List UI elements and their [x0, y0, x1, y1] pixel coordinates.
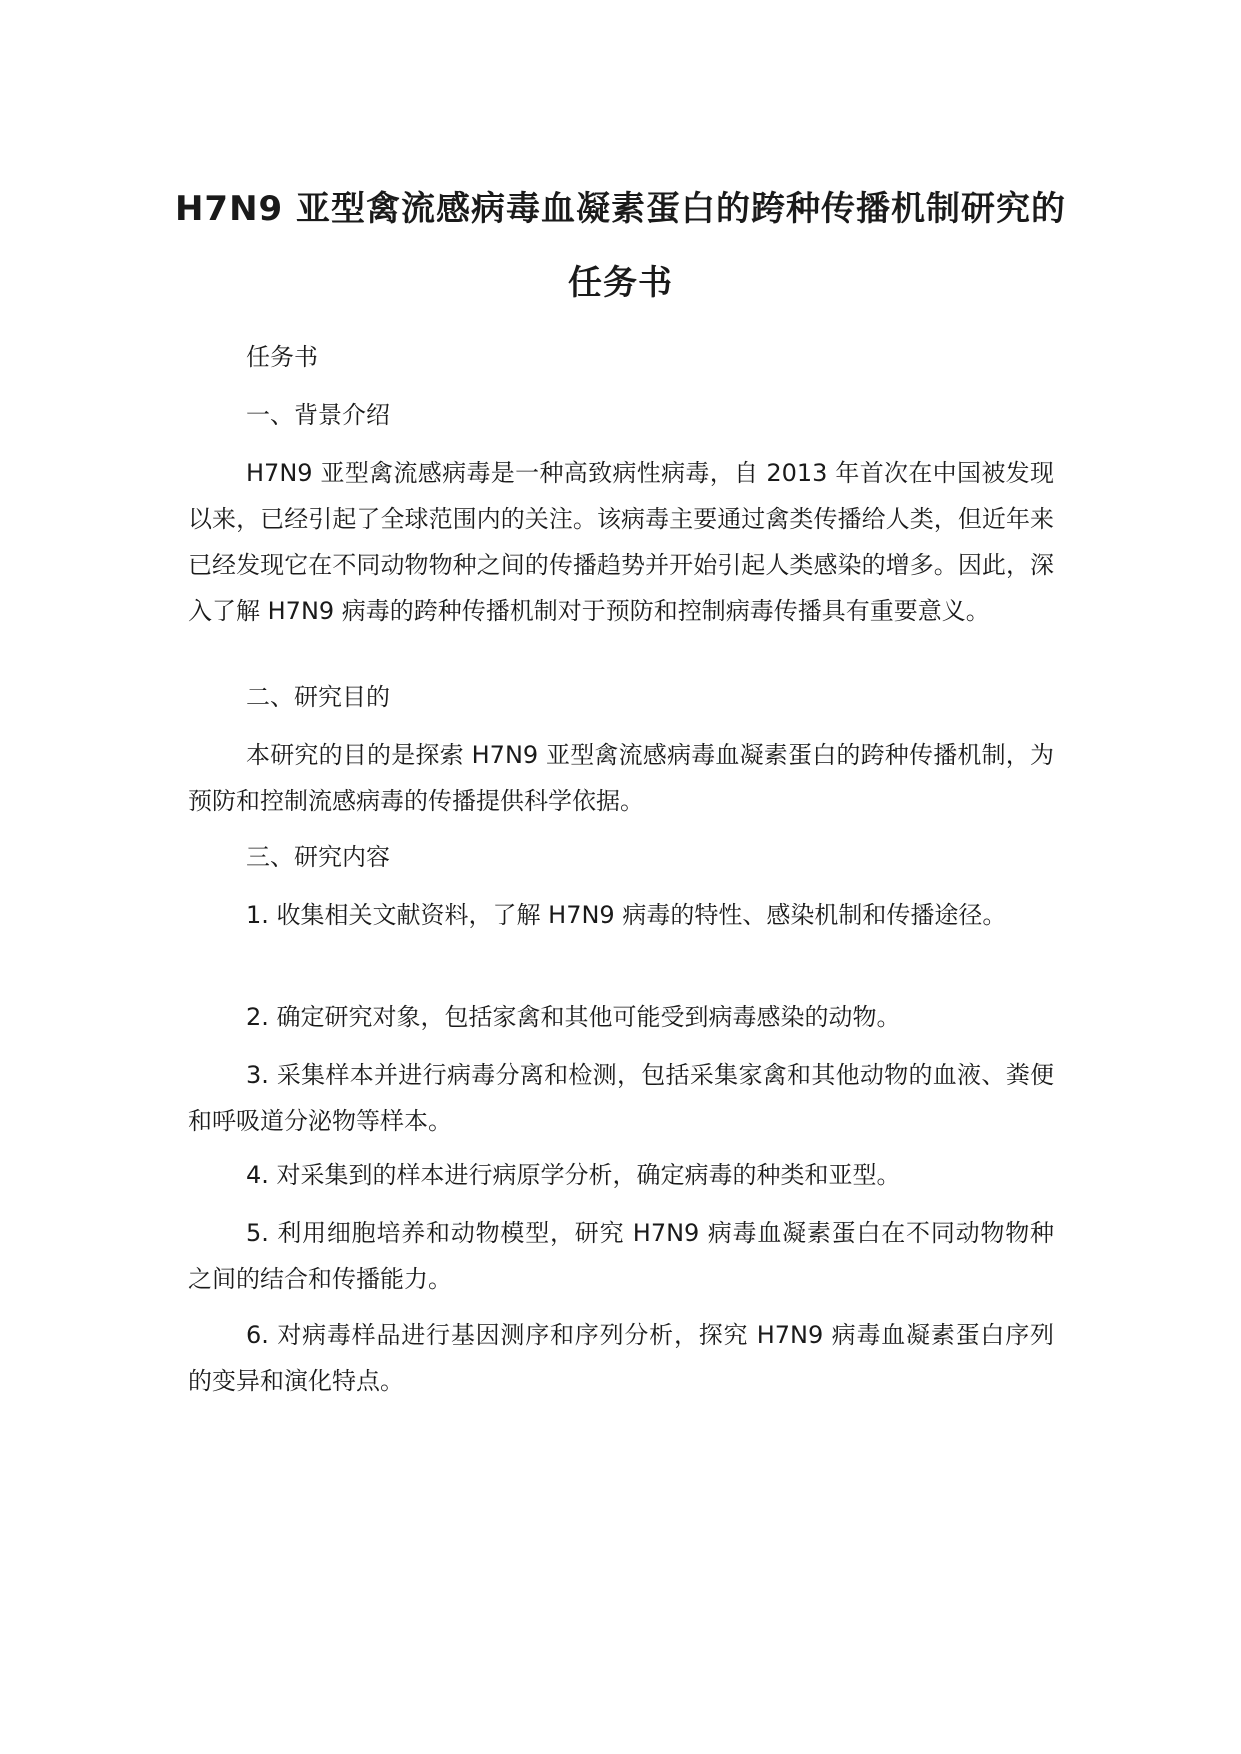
content-item-6: 6. 对病毒样品进行基因测序和序列分析，探究 H7N9 病毒血凝素蛋白序列的变异和演化特点。 — [188, 1321, 1054, 1395]
purpose-paragraph: 本研究的目的是探索 H7N9 亚型禽流感病毒血凝素蛋白的跨种传播机制，为预防和控制流感病毒的传播提供科学依据。 — [188, 741, 1054, 815]
document-label: 任务书 — [246, 343, 318, 371]
section-heading-purpose: 二、研究目的 — [246, 683, 390, 711]
content-item-2: 2. 确定研究对象，包括家禽和其他可能受到病毒感染的动物。 — [246, 1003, 901, 1031]
background-paragraph: H7N9 亚型禽流感病毒是一种高致病性病毒，自 2013 年首次在中国被发现以来，已经引起了全球范围内的关注。该病毒主要通过禽类传播给人类，但近年来已经发现它在不同动物物种之间的传播趋势并开始引起人类感染的增多。因此，深入了解 H7N9 病毒的跨种传播机制对于预防和控制病毒传播具有重要意义。 — [188, 459, 1054, 625]
section-heading-content: 三、研究内容 — [246, 843, 390, 871]
content-item-3: 3. 采集样本并进行病毒分离和检测，包括采集家禽和其他动物的血液、粪便和呼吸道分泌物等样本。 — [188, 1061, 1054, 1135]
section-heading-background: 一、背景介绍 — [246, 401, 390, 429]
content-item-5: 5. 利用细胞培养和动物模型，研究 H7N9 病毒血凝素蛋白在不同动物物种之间的结合和传播能力。 — [188, 1219, 1054, 1293]
document-title: H7N9 亚型禽流感病毒血凝素蛋白的跨种传播机制研究的任务书 — [174, 189, 1067, 303]
content-item-4: 4. 对采集到的样本进行病原学分析，确定病毒的种类和亚型。 — [246, 1161, 901, 1189]
content-item-1: 1. 收集相关文献资料，了解 H7N9 病毒的特性、感染机制和传播途径。 — [246, 901, 1007, 929]
